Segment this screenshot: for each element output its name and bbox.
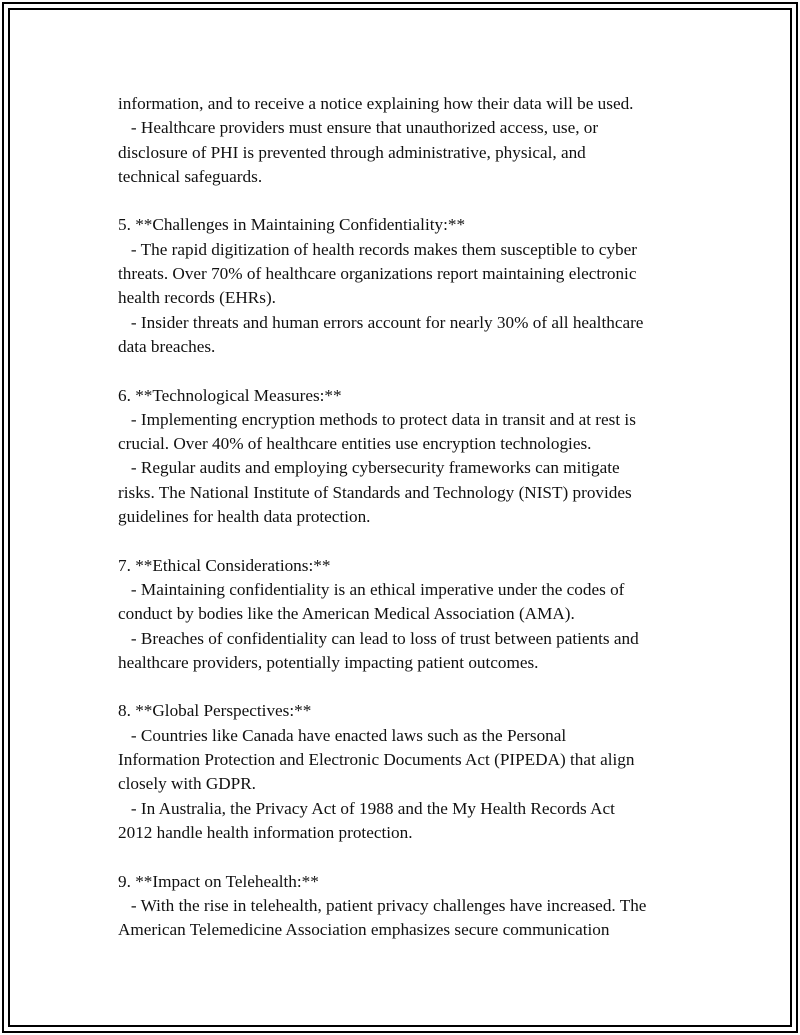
blank-line <box>118 189 698 213</box>
text-line: 2012 handle health information protection. <box>118 822 413 842</box>
text-line: information, and to receive a notice explaining how their data will be used. <box>118 94 634 113</box>
text-line: American Telemedicine Association emphasizes secure communication <box>118 920 610 940</box>
text-line: guidelines for health data protection. <box>118 507 371 527</box>
text-line: technical safeguards. <box>118 166 263 186</box>
text-line: 8. **Global Perspectives:** <box>118 701 312 721</box>
blank-line <box>118 359 698 383</box>
document-body <box>118 92 698 942</box>
text-line: 6. **Technological Measures:** <box>118 385 342 405</box>
text-line: health records (EHRs). <box>118 288 276 308</box>
blank-line <box>118 529 698 553</box>
text-line: closely with GDPR. <box>118 774 256 794</box>
text-line: - Breaches of confidentiality can lead to loss of trust between patients and <box>118 628 639 648</box>
text-line: 9. **Impact on Telehealth:** <box>118 871 319 891</box>
text-line: Information Protection and Electronic Documents Act (PIPEDA) that align <box>118 750 635 770</box>
text-line: - Countries like Canada have enacted laws such as the Personal <box>118 725 567 745</box>
text-line: - Maintaining confidentiality is an ethical imperative under the codes of <box>118 579 625 599</box>
text-line: - Regular audits and employing cybersecurity frameworks can mitigate <box>118 458 620 478</box>
text-line: - The rapid digitization of health records makes them susceptible to cyber <box>118 239 637 259</box>
text-line: - Implementing encryption methods to protect data in transit and at rest is <box>118 409 636 429</box>
text-line: risks. The National Institute of Standards and Technology (NIST) provides <box>118 482 632 502</box>
text-line: conduct by bodies like the American Medical Association (AMA). <box>118 604 575 624</box>
text-line: 5. **Challenges in Maintaining Confidentiality:** <box>118 215 466 235</box>
text-line: 7. **Ethical Considerations:** <box>118 555 331 575</box>
text-line: - Healthcare providers must ensure that unauthorized access, use, or <box>118 118 599 138</box>
text-line: - With the rise in telehealth, patient privacy challenges have increased. The <box>118 895 647 915</box>
text-line: - Insider threats and human errors account for nearly 30% of all healthcare <box>118 312 644 332</box>
blank-line <box>118 845 698 869</box>
text-line: disclosure of PHI is prevented through administrative, physical, and <box>118 142 586 162</box>
text-line: threats. Over 70% of healthcare organizations report maintaining electronic <box>118 264 637 284</box>
blank-line <box>118 675 698 699</box>
text-line: data breaches. <box>118 336 216 356</box>
text-line: - In Australia, the Privacy Act of 1988 and the My Health Records Act <box>118 798 615 818</box>
text-line: healthcare providers, potentially impacting patient outcomes. <box>118 652 539 672</box>
text-line: crucial. Over 40% of healthcare entities use encryption technologies. <box>118 434 592 454</box>
